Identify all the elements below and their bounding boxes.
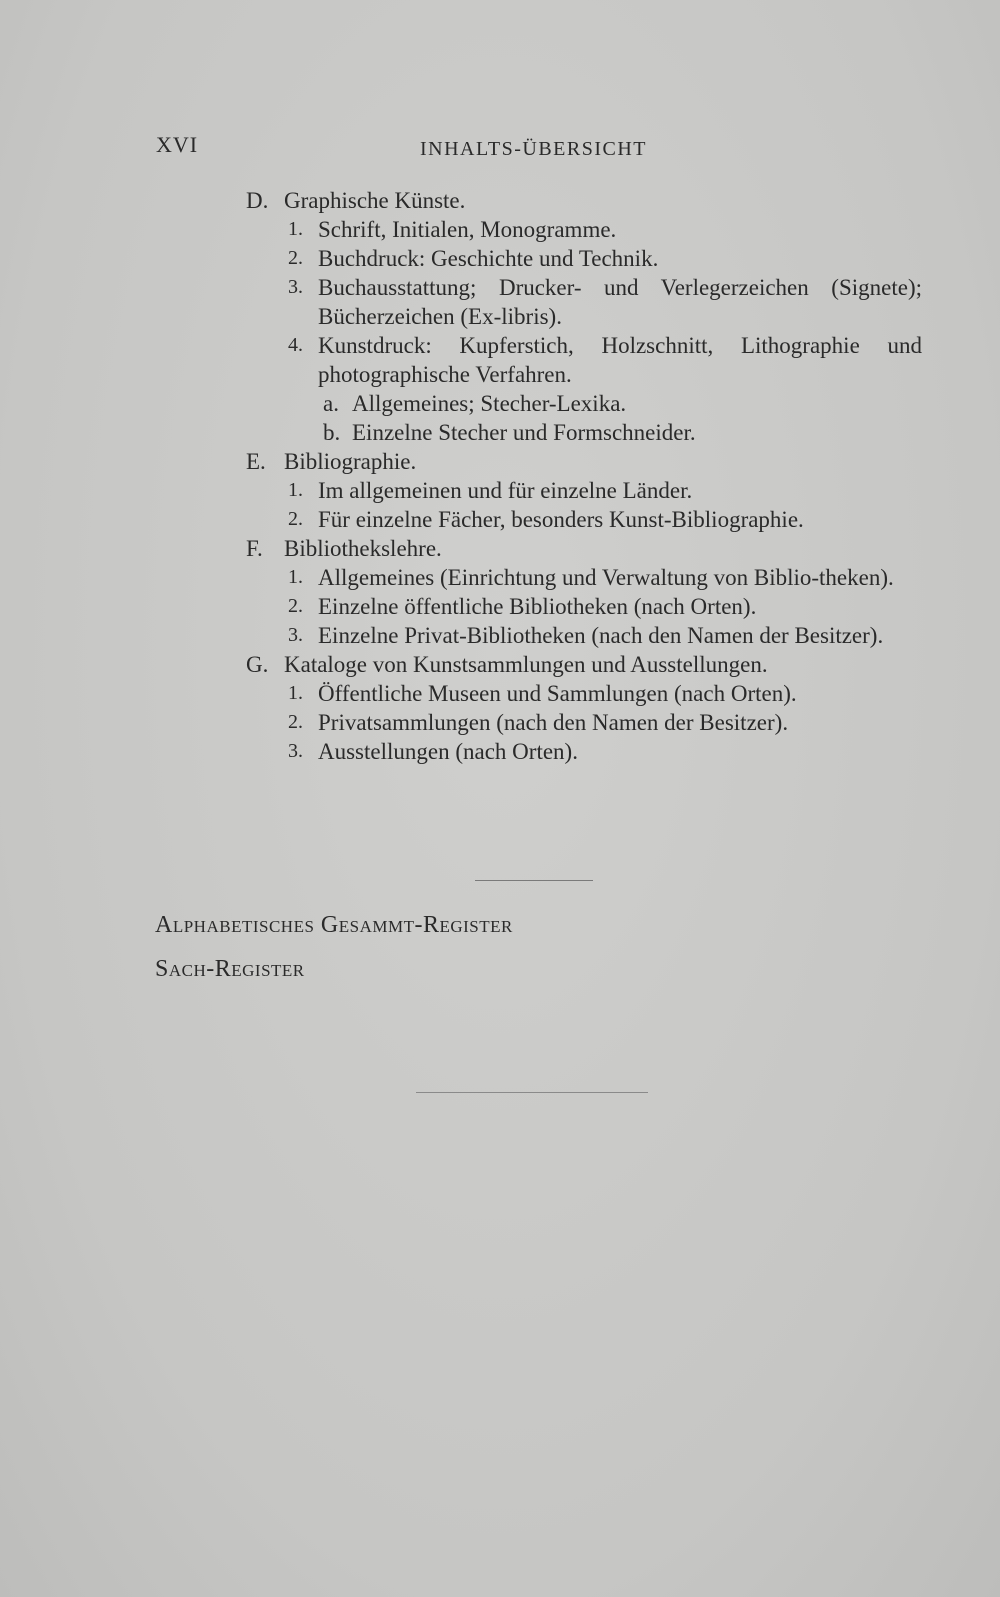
item-number: 2. bbox=[288, 508, 303, 530]
divider bbox=[475, 880, 593, 881]
section-heading bbox=[0, 650, 1000, 679]
item-text: Öffentliche Museen und Sammlungen (nach Orten). bbox=[318, 681, 797, 706]
item-text: Kunstdruck: Kupferstich, Holzschnitt, Lithographie und photographische Verfahren. bbox=[318, 333, 922, 387]
section-d bbox=[0, 186, 1000, 447]
item-number: 1. bbox=[288, 479, 303, 501]
subitem-text: Einzelne Stecher und Formschneider. bbox=[352, 420, 696, 445]
item-number: 3. bbox=[288, 276, 303, 298]
subitem-letter: a. bbox=[323, 391, 339, 416]
list-item bbox=[0, 505, 1000, 534]
list-item bbox=[0, 592, 1000, 621]
list-item bbox=[0, 708, 1000, 737]
subitem-letter: b. bbox=[323, 420, 341, 445]
section-heading bbox=[0, 534, 1000, 563]
alphabetical-register-entry: Alphabetisches Gesammt-Register bbox=[155, 912, 513, 938]
section-title: Kataloge von Kunstsammlungen und Ausstellungen. bbox=[284, 652, 768, 677]
item-text: Buchdruck: Geschichte und Technik. bbox=[318, 246, 659, 271]
section-letter: E. bbox=[246, 449, 266, 474]
section-heading bbox=[0, 447, 1000, 476]
section-g bbox=[0, 650, 1000, 766]
section-title: Graphische Künste. bbox=[284, 188, 466, 213]
sub-list-item bbox=[0, 389, 1000, 418]
list-item bbox=[0, 621, 1000, 650]
list-item bbox=[0, 273, 1000, 331]
item-text: Im allgemeinen und für einzelne Länder. bbox=[318, 478, 693, 503]
section-f bbox=[0, 534, 1000, 650]
list-item bbox=[0, 563, 1000, 592]
list-item bbox=[0, 476, 1000, 505]
section-title: Bibliothekslehre. bbox=[284, 536, 442, 561]
section-heading bbox=[0, 186, 1000, 215]
item-number: 2. bbox=[288, 711, 303, 733]
section-e bbox=[0, 447, 1000, 534]
item-text: Für einzelne Fächer, besonders Kunst-Bibliographie. bbox=[318, 507, 804, 532]
item-text: Schrift, Initialen, Monogramme. bbox=[318, 217, 617, 242]
item-text: Privatsammlungen (nach den Namen der Besitzer). bbox=[318, 710, 789, 735]
subitem-text: Allgemeines; Stecher-Lexika. bbox=[352, 391, 627, 416]
item-number: 3. bbox=[288, 740, 303, 762]
divider bbox=[416, 1092, 648, 1093]
item-number: 1. bbox=[288, 218, 303, 240]
section-title: Bibliographie. bbox=[284, 449, 417, 474]
section-letter: F. bbox=[246, 536, 263, 561]
page-number: XVI bbox=[156, 132, 199, 157]
item-text: Allgemeines (Einrichtung und Verwaltung von Biblio-theken). bbox=[318, 565, 894, 590]
item-number: 1. bbox=[288, 682, 303, 704]
subject-register-entry: Sach-Register bbox=[155, 956, 305, 982]
item-number: 1. bbox=[288, 566, 303, 588]
item-number: 3. bbox=[288, 624, 303, 646]
item-number: 2. bbox=[288, 595, 303, 617]
item-number: 4. bbox=[288, 334, 303, 356]
list-item bbox=[0, 331, 1000, 389]
list-item bbox=[0, 244, 1000, 273]
item-number: 2. bbox=[288, 247, 303, 269]
section-letter: D. bbox=[246, 188, 269, 213]
item-text: Einzelne Privat-Bibliotheken (nach den Namen der Besitzer). bbox=[318, 623, 884, 648]
table-of-contents bbox=[0, 186, 1000, 766]
item-text: Buchausstattung; Drucker- und Verlegerzeichen (Signete); Bücherzeichen (Ex-libris). bbox=[318, 275, 922, 329]
item-text: Einzelne öffentliche Bibliotheken (nach Orten). bbox=[318, 594, 757, 619]
sub-list-item bbox=[0, 418, 1000, 447]
item-text: Ausstellungen (nach Orten). bbox=[318, 739, 578, 764]
running-header: INHALTS-ÜBERSICHT bbox=[420, 138, 647, 160]
section-letter: G. bbox=[246, 652, 269, 677]
list-item bbox=[0, 215, 1000, 244]
list-item bbox=[0, 737, 1000, 766]
list-item bbox=[0, 679, 1000, 708]
